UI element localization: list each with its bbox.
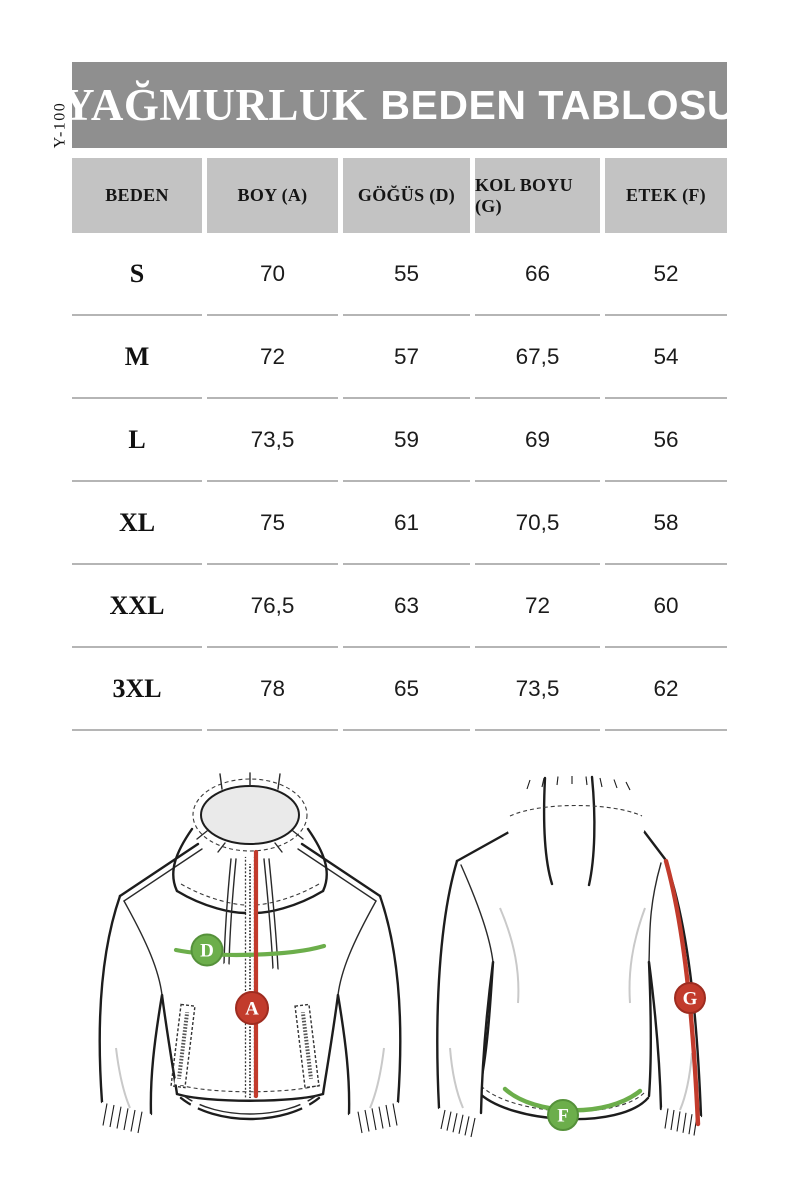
value-cell: 56 xyxy=(605,399,727,482)
front-jacket-drawing xyxy=(97,773,403,1135)
value-cell: 58 xyxy=(605,482,727,565)
value-cell: 67,5 xyxy=(475,316,600,399)
size-table xyxy=(72,158,727,731)
label-a-badge xyxy=(236,992,268,1024)
value-cell: 54 xyxy=(605,316,727,399)
value-cell: 75 xyxy=(207,482,338,565)
value-cell: 61 xyxy=(343,482,470,565)
value-cell: 78 xyxy=(207,648,338,731)
label-f-letter: F xyxy=(557,1105,569,1127)
value-cell: 73,5 xyxy=(475,648,600,731)
column-header-boy: BOY (A) xyxy=(207,158,338,233)
size-cell: S xyxy=(72,233,202,316)
value-cell: 62 xyxy=(605,648,727,731)
label-g-badge xyxy=(675,983,705,1013)
back-hood xyxy=(505,776,648,890)
value-cell: 52 xyxy=(605,233,727,316)
value-cell: 66 xyxy=(475,233,600,316)
page-title-product: YAĞMURLUK xyxy=(62,80,368,130)
column-header-gogus: GÖĞÜS (D) xyxy=(343,158,470,233)
label-f-badge xyxy=(548,1100,578,1130)
value-cell: 76,5 xyxy=(207,565,338,648)
value-cell: 65 xyxy=(343,648,470,731)
column-header-etek: ETEK (F) xyxy=(605,158,727,233)
label-d-letter: D xyxy=(200,940,214,962)
value-cell: 70 xyxy=(207,233,338,316)
size-cell: XXL xyxy=(72,565,202,648)
label-d-badge xyxy=(192,935,223,966)
value-cell: 69 xyxy=(475,399,600,482)
back-jacket-drawing xyxy=(435,776,705,1138)
size-cell: M xyxy=(72,316,202,399)
value-cell: 72 xyxy=(475,565,600,648)
value-cell: 73,5 xyxy=(207,399,338,482)
page-title-suffix: BEDEN TABLOSU xyxy=(380,81,737,128)
value-cell: 57 xyxy=(343,316,470,399)
column-header-beden: BEDEN xyxy=(72,158,202,233)
label-g-letter: G xyxy=(682,988,698,1010)
value-cell: 59 xyxy=(343,399,470,482)
value-cell: 55 xyxy=(343,233,470,316)
size-cell: L xyxy=(72,399,202,482)
value-cell: 63 xyxy=(343,565,470,648)
product-code-text: Y-100 xyxy=(50,101,68,149)
front-body-left-edge xyxy=(162,995,177,1094)
jacket-technical-drawing xyxy=(0,758,800,1200)
value-cell: 72 xyxy=(207,316,338,399)
label-a-letter: A xyxy=(245,998,259,1020)
value-cell: 70,5 xyxy=(475,482,600,565)
title-bar xyxy=(62,62,737,148)
front-pocket-right xyxy=(295,1004,319,1087)
size-cell: 3XL xyxy=(72,648,202,731)
size-cell: XL xyxy=(72,482,202,565)
front-body-right-edge xyxy=(323,995,338,1094)
column-header-kol-boyu: KOL BOYU (G) xyxy=(475,158,600,233)
value-cell: 60 xyxy=(605,565,727,648)
